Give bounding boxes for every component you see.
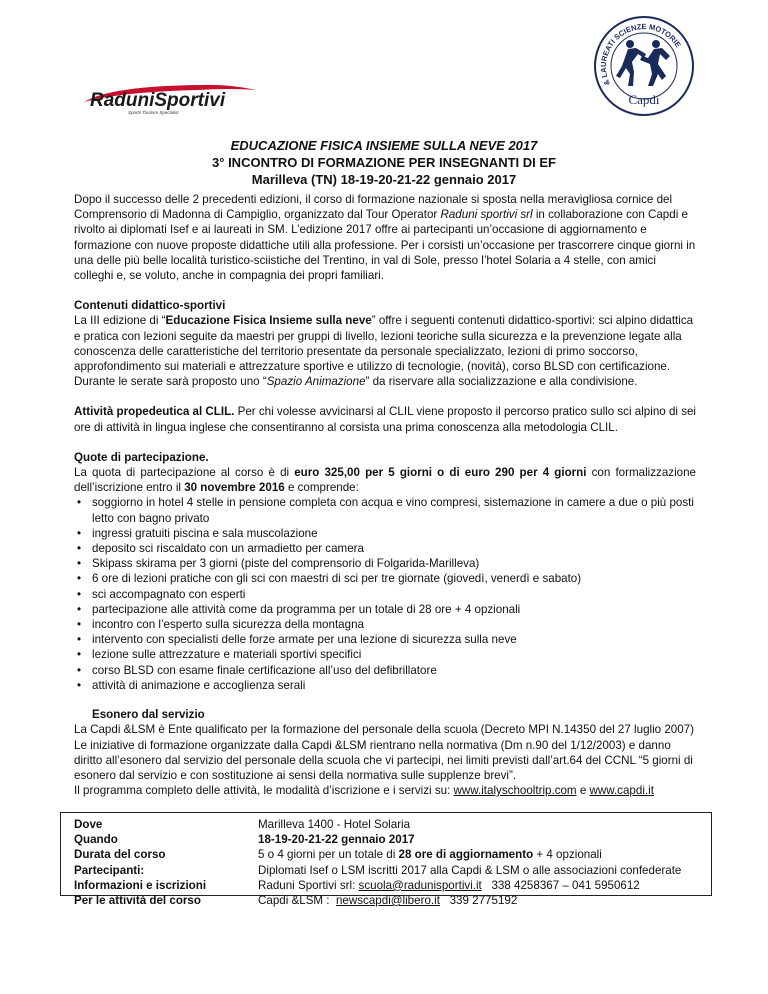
logo-right-center: Capdi [628,92,660,107]
list-item: • partecipazione alle attività come da programma per un totale di 28 ore + 4 opzionali [92,602,696,617]
label-durata: Durata del corso [74,848,166,862]
title-line-1: EDUCAZIONE FISICA INSIEME SULLA NEVE 2017 [230,138,538,153]
list-item: • attività di animazione e accoglienza serali [92,678,696,693]
title-line-2: 3° INCONTRO DI FORMAZIONE PER INSEGNANTI DI EF [212,155,556,170]
list-item: • incontro con l’esperto sulla sicurezza della montagna [92,617,696,632]
label-dove: Dove [74,818,103,831]
esonero-text: La Capdi &LSM è Ente qualificato per la formazione del personale della scuola (Decreto MPI N.14350 del 27 luglio 2007) Le iniziative di formazione organizzate dalla Capdi &LSM rientrano nella normativa (Dm n.90 del 1/12/2003) e danno diritto all’esonero dal servizio del personale della scuola che vi partecipi, nei limiti previsti dall’art.64 del CCNL “5 giorni di esonero dal servizio e con sostituzione ai sensi della normativa sulle supplenze brevi”. [74,723,694,782]
info-labels [74,817,254,908]
contenuti-section [74,298,696,389]
logo-left-tagline: Sports Tourism Specialist [128,110,179,115]
clil-section [74,404,696,434]
list-item: • Skipass skirama per 3 giorni (piste del comprensorio di Folgarida-Marilleva) [92,556,696,571]
quote-text-3: e comprende: [284,481,359,495]
list-item: • corso BLSD con esame finale certificazione all’uso del defibrillatore [92,663,696,678]
document-body [74,192,696,798]
durata-text-2: + 4 opzionali [533,848,602,862]
value-dove: Marilleva 1400 - Hotel Solaria [258,818,411,831]
capdi-link[interactable]: www.capdi.it [589,784,654,798]
contenuti-spazio: Spazio Animazione [266,375,366,389]
value-quando-text: 18-19-20-21-22 gennaio 2017 [258,833,415,847]
list-item: • ingressi gratuiti piscina e sala muscolazione [92,526,696,541]
list-item: • soggiorno in hotel 4 stelle in pensione completa con acqua e vino compresi, sistemazione in camere a due o più posti letto con bagno privato [92,495,696,525]
logo-ring-text: & LAUREATI SCIENZE MOTORIE [598,22,683,87]
quote-heading: Quote di partecipazione. [74,450,209,464]
quote-section [74,450,696,693]
value-quando [258,832,706,847]
info-box [60,812,712,907]
value-attivita [258,893,706,908]
durata-text-1: 5 o 4 giorni per un totale di [258,848,399,862]
quote-prices: euro 325,00 per 5 giorni o di euro 290 per 4 giorni [294,466,587,480]
info-company: Raduni Sportivi srl: [258,878,359,892]
quote-text-2: con formalizzazione dell’iscrizione entro il [74,466,696,495]
quote-deadline: 30 novembre 2016 [184,481,285,495]
contenuti-text-1: La III edizione di “ [74,314,166,328]
esonero-heading: Esonero dal servizio [92,708,205,722]
durata-hours: 28 ore di aggiornamento [398,848,534,862]
program-and: e [576,784,590,798]
contenuti-heading: Contenuti didattico-sportivi [74,299,226,313]
value-partecipanti: Diplomati Isef o LSM iscritti 2017 alla Capdi & LSM o alle associazioni confederate [258,863,682,877]
value-informazioni [258,878,706,893]
info-values [258,817,706,908]
list-item: • intervento con specialisti delle forze armate per una lezione di sicurezza sulla neve [92,632,696,647]
capdi-logo [592,14,696,118]
corso-phone: 339 2775192 [439,893,518,907]
contenuti-course-name: Educazione Fisica Insieme sulla neve [165,314,372,328]
label-quando: Quando [74,833,118,847]
clil-heading: Attività propedeutica al CLIL. [74,405,235,419]
intro-paragraph [74,192,696,283]
list-item: • 6 ore di lezioni pratiche con gli sci con maestri di sci per tre giornate (giovedì, venerdì e sabato) [92,571,696,586]
list-item: • lezione sulle attrezzature e materiali sportivi specifici [92,647,696,662]
label-attivita: Per le attività del corso [74,893,201,907]
corso-org: Capdi &LSM : [258,893,336,907]
program-line [74,783,696,798]
label-informazioni: Informazioni e iscrizioni [74,878,207,892]
quote-list [74,495,696,693]
quote-text [74,465,696,495]
italyschooltrip-link[interactable]: www.italyschooltrip.com [453,784,577,798]
intro-company: Raduni sportivi srl [440,208,533,222]
value-durata [258,847,706,862]
intro-text-1: Dopo il successo delle 2 precedenti edizioni, il corso di formazione nazionale si sposta nella meravigliosa cornice del Comprensorio di Madonna di Campiglio, organizzato dal Tour Operator [74,193,673,222]
contenuti-text-3: ” da riservare alla socializzazione e alla condivisione. [365,375,638,389]
radunisportivi-logo [80,82,258,116]
esonero-section [74,707,696,798]
label-partecipanti: Partecipanti: [74,863,145,877]
contenuti-text-2: ” offre i seguenti contenuti didattico-sportivi: sci alpino didattica e pratica con lezioni seguite da maestri per gruppi di livello, lezioni teoriche sulla sicurezza e la prevenzione legate alla conoscenza delle caratteristiche del territorio presentate da personale specializzato, lezioni di primo soccorso, approfondimento sui materiali e attrezzature sportive e utilizzo di tecnologie, (novità), corso BLSD con certificazione. Durante le serate sarà proposto uno “ [74,314,694,389]
quote-text-1: La quota di partecipazione al corso è di [74,466,295,480]
program-text: Il programma completo delle attività, le modalità d’iscrizione e i servizi su: [74,784,454,798]
intro-text-2: in collaborazione con Capdi e rivolto ai diplomati Isef e ai laureati in SM. L’edizione 2017 offre ai partecipanti un’occasione di aggiornamento e formazione con nuove proposte didattiche utili alla professione. Per i corsisti un’occasione per trascorrere cinque giorni in una delle più belle località turistico-sciistiche del Trentino, in val di Sole, presso l’hotel Solaria a 4 stelle, con amici colleghi e, se voluto, anche in compagnia dei propri familiari. [74,208,696,283]
info-phones: 338 4258367 – 041 5950612 [481,878,640,892]
list-item: • deposito sci riscaldato con un armadietto per camera [92,541,696,556]
logo-left-text: RaduniSportivi [90,90,226,111]
document-title [0,137,768,188]
clil-text: Per chi volesse avvicinarsi al CLIL viene proposto il percorso pratico sullo sci alpino di sei ore di attività in lingua inglese che consentiranno al corsista una prima conoscenza alla metodologia CLIL. [74,405,697,434]
email-link-radunisportivi[interactable]: scuola@radunisportivi.it [358,878,482,892]
email-link-capdi[interactable]: newscapdi@libero.it [335,893,440,907]
title-line-3: Marilleva (TN) 18-19-20-21-22 gennaio 2017 [251,172,517,187]
list-item: • sci accompagnato con esperti [92,587,696,602]
